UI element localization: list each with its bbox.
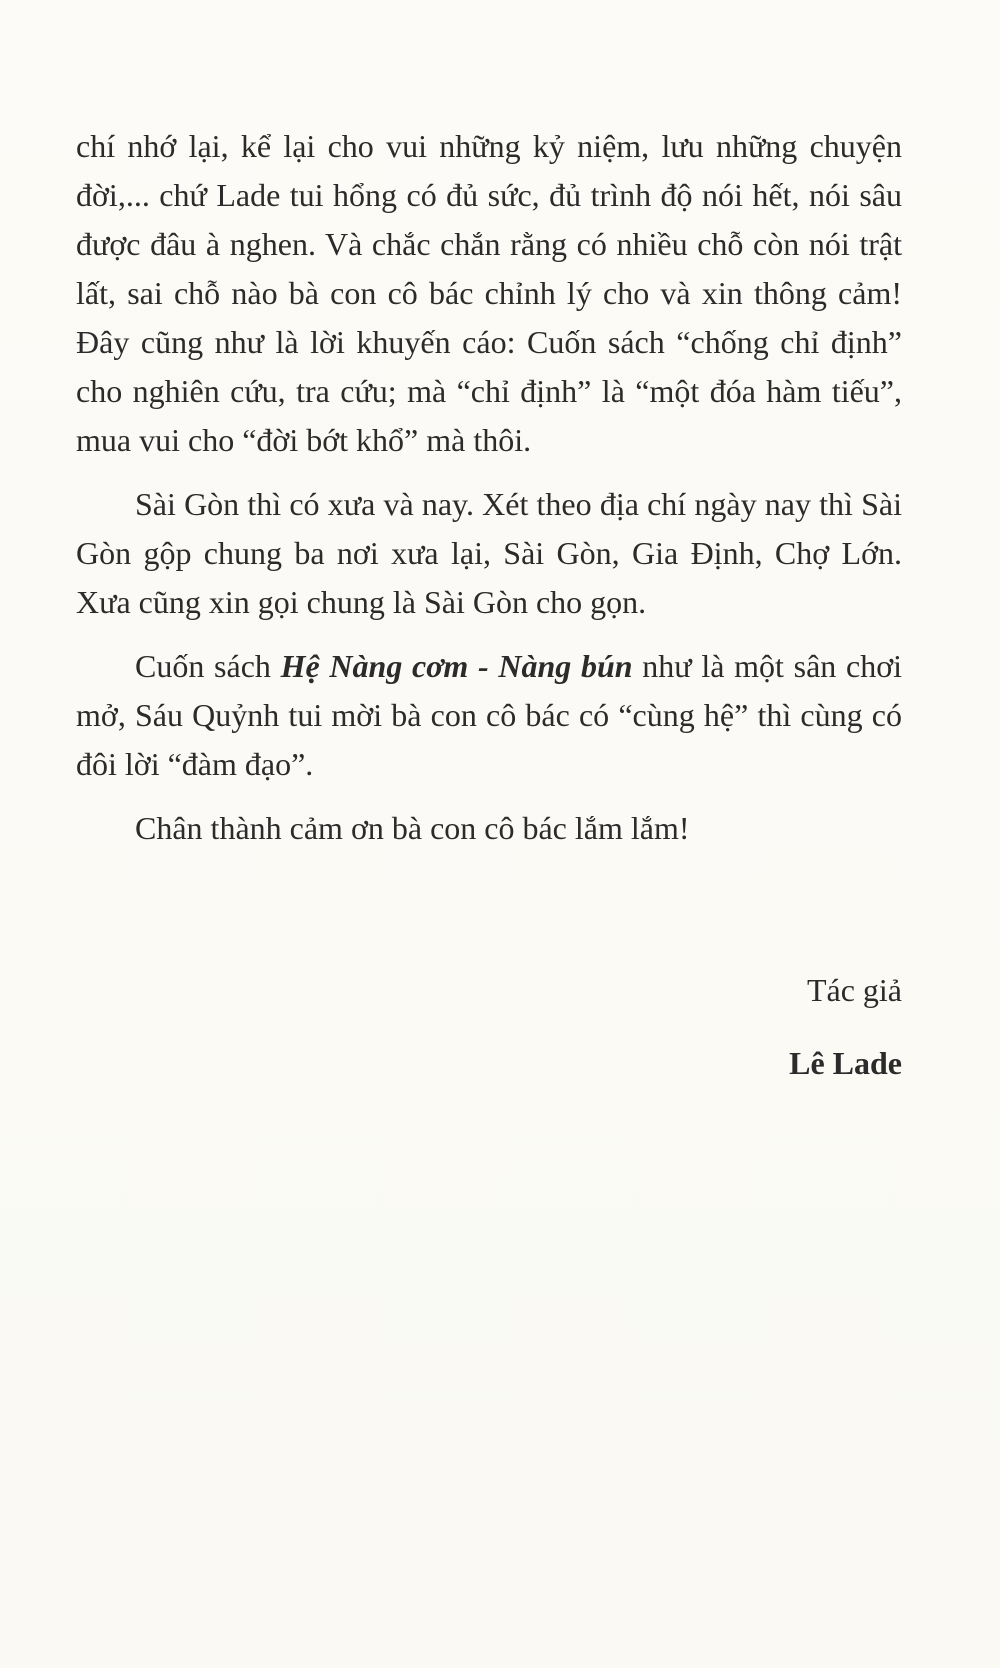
signature-role: Tác giả [806, 972, 902, 1008]
signature-name: Lê Lade [789, 1045, 902, 1081]
book-title: Hệ Nàng cơm - Nàng bún [280, 648, 633, 684]
body-text [76, 122, 902, 853]
paragraph-2: Sài Gòn thì có xưa và nay. Xét theo địa chí ngày nay thì Sài Gòn gộp chung ba nơi xưa lại, Sài Gòn, Gia Định, Chợ Lớn. Xưa cũng xin gọi chung là Sài Gòn cho gọn. [76, 486, 902, 620]
paragraph-1: chí nhớ lại, kể lại cho vui những kỷ niệm, lưu những chuyện đời,... chứ Lade tui hổng có đủ sức, đủ trình độ nói hết, nói sâu được đâu à nghen. Và chắc chắn rằng có nhiều chỗ còn nói trật lất, sai chỗ nào bà con cô bác chỉnh lý cho và xin thông cảm! Đây cũng như là lời khuyến cáo: Cuốn sách “chống chỉ định” cho nghiên cứu, tra cứu; mà “chỉ định” là “một đóa hàm tiếu”, mua vui cho “đời bớt khổ” mà thôi. [76, 128, 902, 458]
paragraph-3-lead: Cuốn sách [135, 648, 281, 684]
paragraph-3-rest: như là một sân chơi mở, Sáu Quỷnh tui mời bà con cô bác có “cùng hệ” thì cùng có đôi lời “đàm đạo”. [76, 648, 903, 782]
paragraph-4: Chân thành cảm ơn bà con cô bác lắm lắm! [135, 810, 690, 846]
paragraph-3 [76, 642, 902, 789]
